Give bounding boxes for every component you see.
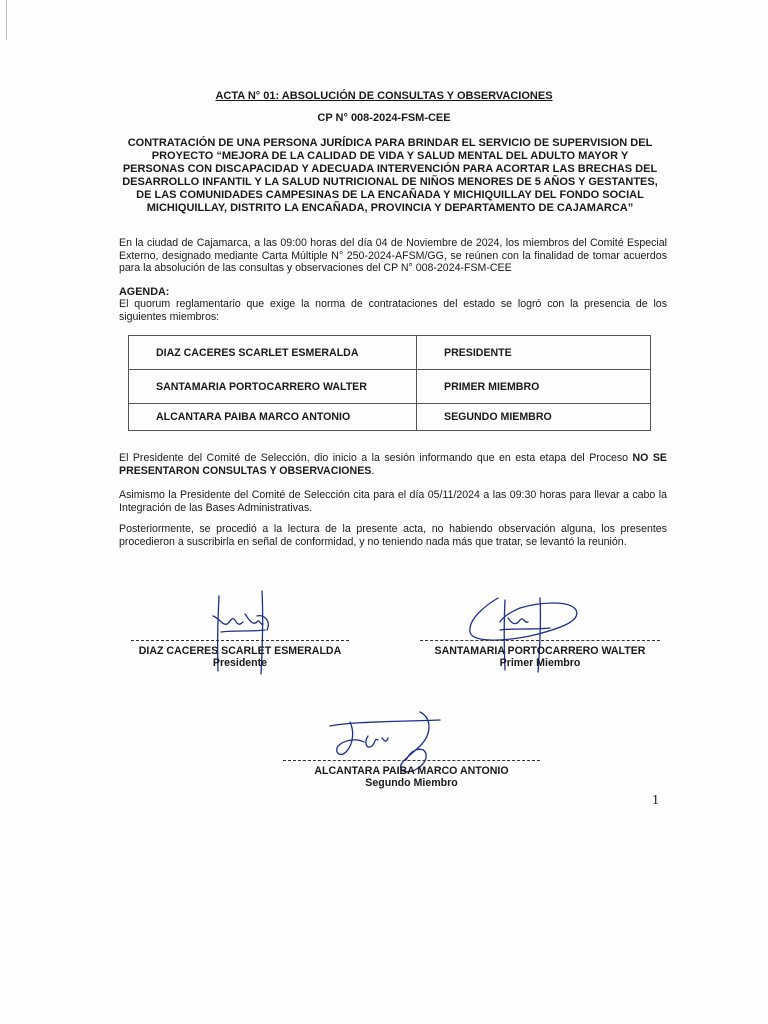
signatory-role: Segundo Miembro: [365, 777, 458, 789]
signatory-role: Presidente: [212, 657, 268, 669]
signatory-role: Primer Miembro: [499, 657, 581, 669]
member-name: DIAZ CACERES SCARLET ESMERALDA: [129, 336, 417, 370]
signature-block-first-member: [420, 640, 660, 669]
member-role: PRESIDENTE: [417, 336, 651, 370]
page-number: 1: [652, 793, 659, 808]
quorum-paragraph: El quorum reglamentario que exige la norma de contrataciones del estado se logró con la presencia de los siguientes miembros:: [119, 298, 667, 323]
signature-line: [420, 640, 660, 641]
agenda-heading: AGENDA:: [119, 286, 170, 298]
session-paragraph: [119, 452, 667, 477]
table-row: [129, 370, 651, 404]
signature-block-president: [131, 640, 349, 669]
scan-edge-mark: [6, 0, 7, 40]
signatory-name: SANTAMARIA PORTOCARRERO WALTER: [434, 645, 646, 657]
members-table: [128, 335, 651, 431]
signature-line: [283, 760, 540, 761]
document-title: ACTA N° 01: ABSOLUCIÓN DE CONSULTAS Y OBSERVACIONES: [215, 90, 553, 102]
table-row: [129, 336, 651, 370]
signature-line: [131, 640, 349, 641]
signatory-name: DIAZ CACERES SCARLET ESMERALDA: [138, 645, 342, 657]
member-role: SEGUNDO MIEMBRO: [417, 404, 651, 431]
contract-heading: CONTRATACIÓN DE UNA PERSONA JURÍDICA PARA BRINDAR EL SERVICIO DE SUPERVISION DEL PROYECTO “MEJORA DE LA CALIDAD DE VIDA Y SALUD MENTAL DEL ADULTO MAYOR Y PERSONAS CON DISCAPACIDAD Y ADECUADA INTERVENCIÓN PARA ACORTAR LAS BRECHAS DEL DESARROLLO INFANTIL Y LA SALUD NUTRICIONAL DE NIÑOS MENORES DE 5 AÑOS Y GESTANTES, DE LAS COMUNIDADES CAMPESINAS DE LA ENCAÑADA Y MICHIQUILLAY DEL FONDO SOCIAL MICHIQUILLAY, DISTRITO LA ENCAÑADA, PROVINCIA Y DEPARTAMENTO DE CAJAMARCA”: [122, 137, 658, 214]
signature-block-second-member: [283, 760, 540, 789]
intro-paragraph: En la ciudad de Cajamarca, a las 09:00 horas del día 04 de Noviembre de 2024, los miembros del Comité Especial Externo, designado mediante Carta Múltiple N° 250-2024-AFSM/GG, se reúnen con la finalidad de tomar acuerdos para la absolución de las consultas y observaciones del CP N° 008-2024-FSM-CEE: [119, 237, 667, 274]
table-row: [129, 404, 651, 431]
member-name: ALCANTARA PAIBA MARCO ANTONIO: [129, 404, 417, 431]
member-name: SANTAMARIA PORTOCARRERO WALTER: [129, 370, 417, 404]
member-role: PRIMER MIEMBRO: [417, 370, 651, 404]
session-text: El Presidente del Comité de Selección, dio inicio a la sesión informando que en esta etapa del Proceso: [119, 452, 633, 464]
session-end: .: [371, 464, 375, 477]
schedule-paragraph: Asimismo la Presidente del Comité de Selección cita para el día 05/11/2024 a las 09:30 horas para llevar a cabo la Integración de las Bases Administrativas.: [119, 489, 667, 514]
closing-paragraph: Posteriormente, se procedió a la lectura de la presente acta, no habiendo observación alguna, los presentes procedieron a suscribirla en señal de conformidad, y no teniendo nada más que tratar, se levantó la reunión.: [119, 523, 667, 548]
signatory-name: ALCANTARA PAIBA MARCO ANTONIO: [314, 765, 509, 777]
process-code: CP N° 008-2024-FSM-CEE: [317, 112, 451, 124]
session-bold-text: NO SE PRESENTARON CONSULTAS Y OBSERVACIONES: [119, 452, 668, 477]
